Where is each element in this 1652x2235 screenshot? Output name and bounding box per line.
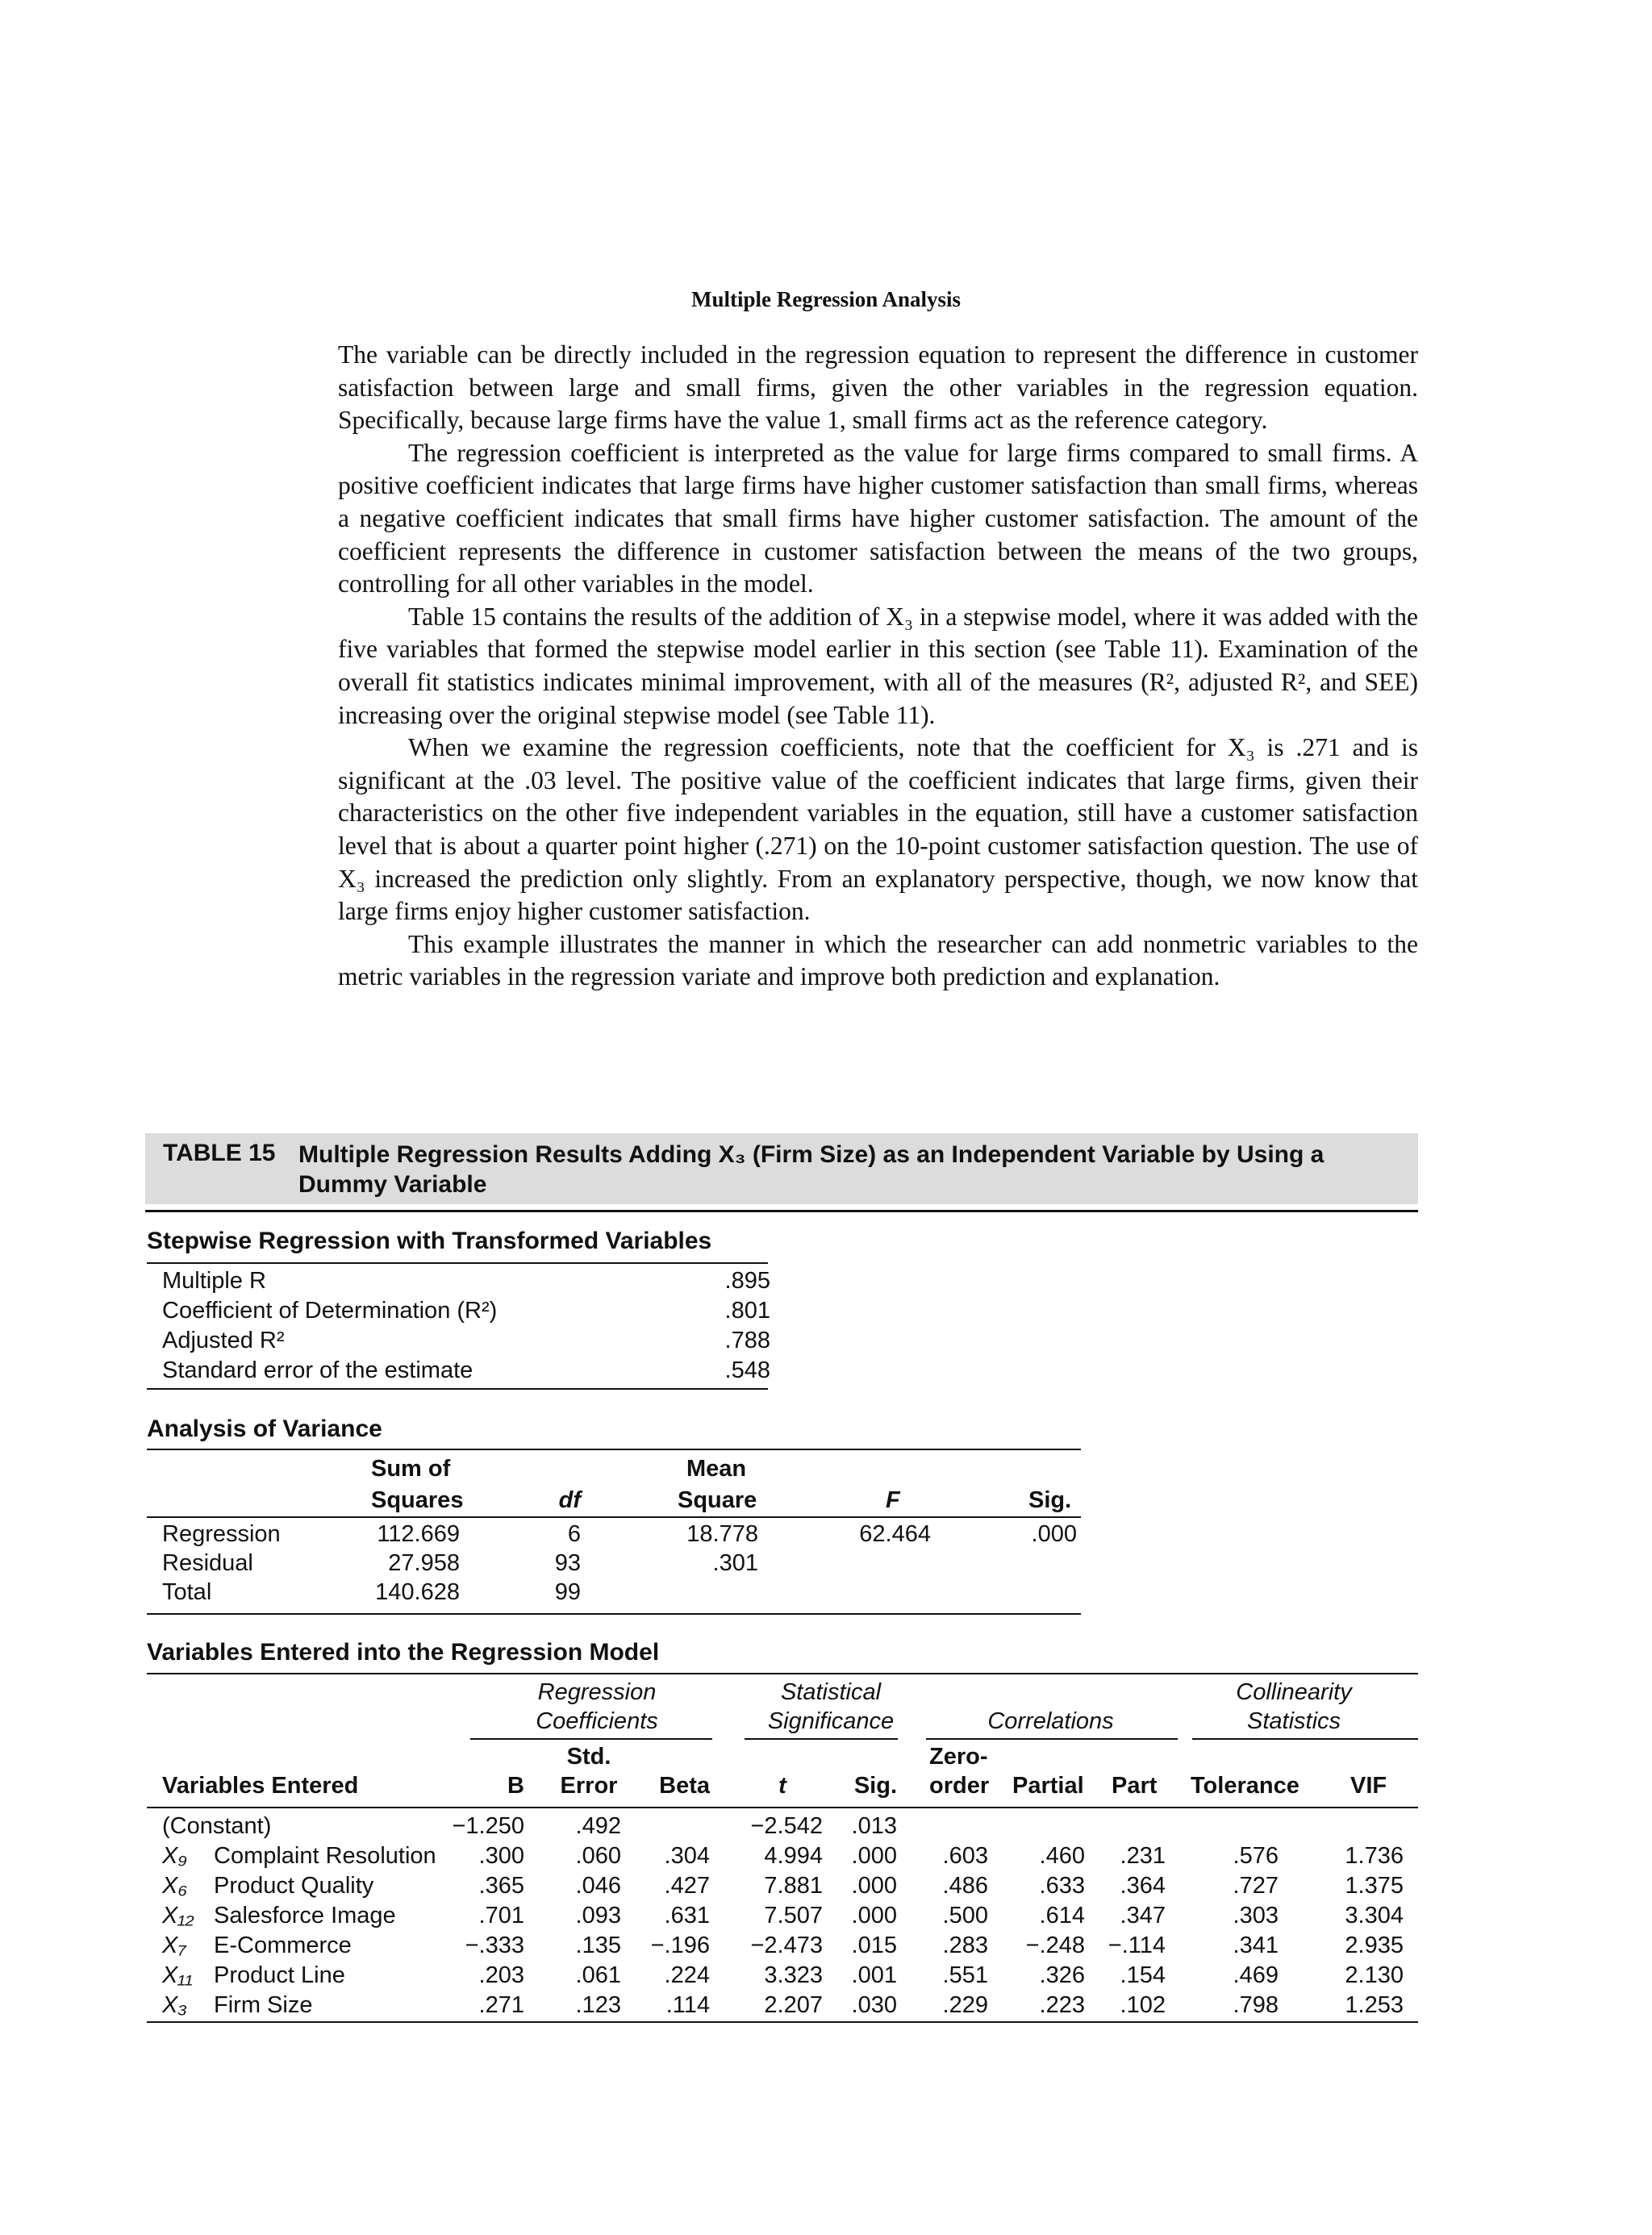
- stepwise-row-value: .895: [724, 1268, 770, 1294]
- variable-t: 7.507: [764, 1903, 823, 1929]
- anova-row-label: Total: [162, 1579, 212, 1605]
- anova-row-ss: 112.669: [377, 1521, 460, 1547]
- variables-header-rule: [147, 1807, 1418, 1808]
- variable-b: .300: [478, 1843, 524, 1869]
- col-header-zero-bottom: order: [929, 1773, 990, 1799]
- variable-b: −1.250: [452, 1813, 524, 1839]
- anova-row-f: 62.464: [859, 1521, 931, 1547]
- anova-header-ms-top: Mean: [686, 1456, 747, 1482]
- variable-vif: 1.253: [1345, 1992, 1404, 2018]
- col-header-t: t: [778, 1773, 786, 1799]
- body-text: [338, 339, 1418, 994]
- variable-beta: .427: [664, 1873, 710, 1899]
- col-header-se-top: Std.: [566, 1744, 611, 1770]
- variable-code: X₆: [162, 1873, 188, 1899]
- variable-name: Product Quality: [214, 1873, 374, 1899]
- paragraph-5: This example illustrates the manner in which the researcher can add nonmetric variables to the metric variables in the regression variate and improve both prediction and explanation.: [338, 929, 1418, 991]
- variable-partial: .460: [1039, 1843, 1085, 1869]
- anova-row-df: 99: [554, 1579, 581, 1605]
- variable-part: .347: [1120, 1903, 1166, 1929]
- variable-zo: .486: [942, 1873, 988, 1899]
- variable-beta: .304: [664, 1843, 710, 1869]
- stepwise-row-value: .548: [724, 1357, 770, 1383]
- col-header-tolerance: Tolerance: [1191, 1773, 1299, 1799]
- variable-code: X₉: [162, 1843, 187, 1869]
- variable-tol: .576: [1233, 1843, 1279, 1869]
- variable-vif: 2.130: [1345, 1962, 1404, 1988]
- anova-row-df: 6: [567, 1521, 581, 1547]
- anova-row-ss: 140.628: [375, 1579, 460, 1605]
- col-header-variables: Variables Entered: [162, 1773, 359, 1799]
- anova-row-ms: 18.778: [686, 1521, 758, 1547]
- variable-part: −.114: [1108, 1933, 1166, 1958]
- col-header-zero-top: Zero-: [929, 1744, 988, 1770]
- variable-sig: .000: [851, 1903, 897, 1929]
- running-head: Multiple Regression Analysis: [690, 287, 962, 311]
- variable-t: 2.207: [764, 1992, 823, 2018]
- variable-zo: .283: [942, 1933, 988, 1958]
- variable-partial: −.248: [1025, 1933, 1085, 1958]
- variable-partial: .633: [1039, 1873, 1085, 1899]
- stepwise-top-rule: [147, 1262, 768, 1264]
- col-header-part: Part: [1112, 1773, 1158, 1799]
- variable-name: Complaint Resolution: [214, 1843, 436, 1869]
- variable-tol: .727: [1233, 1873, 1279, 1899]
- variable-zo: .229: [942, 1992, 988, 2018]
- table-label: TABLE 15: [163, 1140, 276, 1166]
- variable-beta: .114: [665, 1992, 710, 2018]
- variable-sig: .030: [851, 1992, 897, 2018]
- variable-se: .093: [575, 1903, 621, 1929]
- stepwise-row-value: .801: [724, 1298, 770, 1324]
- group-header-statistical: Statistical: [780, 1679, 882, 1705]
- variable-t: −2.542: [750, 1813, 823, 1839]
- anova-header-f: F: [886, 1487, 900, 1513]
- variable-name: Product Line: [214, 1962, 345, 1988]
- variable-zo: .603: [942, 1843, 988, 1869]
- variable-se: .123: [575, 1992, 621, 2018]
- variable-b: .701: [478, 1903, 524, 1929]
- paragraph-2: The regression coefficient is interpreted as the value for large firms compared to small firms. A positive coefficient indicates that large firms have higher customer satisfaction than small firms, whereas a negative coefficient indicates that small firms have higher customer satisfaction. The amount of the coefficient represents the difference in customer satisfaction between the means of the two groups, controlling for all other variables in the model.: [338, 438, 1418, 598]
- group-rule-correlations: [926, 1738, 1178, 1740]
- anova-header-sig: Sig.: [1028, 1487, 1072, 1513]
- variable-part: .364: [1120, 1873, 1166, 1899]
- group-header-collinearity: Collinearity: [1236, 1679, 1352, 1705]
- variable-sig: .000: [851, 1873, 897, 1899]
- variable-vif: 3.304: [1345, 1903, 1404, 1929]
- anova-row-df: 93: [554, 1550, 581, 1576]
- col-header-vif: VIF: [1350, 1773, 1387, 1799]
- variable-partial: .326: [1039, 1962, 1085, 1988]
- variable-sig: .015: [851, 1933, 897, 1958]
- variable-b: .203: [478, 1962, 524, 1988]
- variable-name: Salesforce Image: [214, 1903, 396, 1929]
- col-header-partial: Partial: [1012, 1773, 1084, 1799]
- anova-row-ms: .301: [712, 1550, 758, 1576]
- anova-title: Analysis of Variance: [147, 1416, 382, 1442]
- variable-beta: .631: [664, 1903, 710, 1929]
- variable-name: (Constant): [162, 1813, 272, 1839]
- anova-row-label: Residual: [162, 1550, 253, 1576]
- variable-tol: .798: [1233, 1992, 1279, 2018]
- variable-partial: .223: [1039, 1992, 1085, 2018]
- variables-top-rule: [147, 1673, 1418, 1674]
- variable-se: .135: [575, 1933, 621, 1958]
- stepwise-bottom-rule: [147, 1388, 768, 1390]
- anova-header-ss-bottom: Squares: [371, 1487, 464, 1513]
- variable-se: .060: [575, 1843, 621, 1869]
- paragraph-3: Table 15 contains the results of the addition of X₃ in a stepwise model, where it was added with the five variables that formed the stepwise model earlier in this section (see Table 11). Examination of the overall fit statistics indicates minimal improvement, with all of the measures (R², adjusted R², and SEE) increasing over the original stepwise model (see Table 11).: [338, 602, 1418, 729]
- group-header-coefficients: Coefficients: [536, 1708, 658, 1734]
- table-title: Multiple Regression Results Adding X₃ (Firm Size) as an Independent Variable by Using a Dummy Variable: [298, 1141, 1325, 1198]
- col-header-se-bottom: Error: [560, 1773, 618, 1799]
- col-header-beta: Beta: [659, 1773, 710, 1799]
- variable-sig: .001: [851, 1962, 897, 1988]
- variable-beta: .224: [664, 1962, 710, 1988]
- variable-sig: .000: [851, 1843, 897, 1869]
- variable-partial: .614: [1039, 1903, 1085, 1929]
- variable-se: .492: [575, 1813, 621, 1839]
- col-header-sig: Sig.: [853, 1773, 897, 1799]
- stepwise-row-value: .788: [724, 1328, 770, 1353]
- anova-header-df: df: [558, 1487, 581, 1513]
- anova-header-rule: [147, 1516, 1081, 1518]
- variable-code: X₁₁: [162, 1962, 193, 1988]
- variables-bottom-rule: [147, 2021, 1418, 2023]
- group-rule-significance: [745, 1738, 898, 1740]
- variable-code: X₁₂: [162, 1903, 194, 1929]
- variable-part: .102: [1120, 1992, 1166, 2018]
- anova-header-ss-top: Sum of: [371, 1456, 451, 1482]
- variable-code: X₇: [162, 1933, 186, 1958]
- variable-tol: .341: [1233, 1933, 1279, 1958]
- variable-se: .046: [575, 1873, 621, 1899]
- variable-name: Firm Size: [214, 1992, 313, 2018]
- variable-tol: .469: [1233, 1962, 1279, 1988]
- table-caption: [145, 1133, 1418, 1204]
- variable-t: 4.994: [764, 1843, 823, 1869]
- variables-title: Variables Entered into the Regression Model: [147, 1639, 660, 1666]
- variable-se: .061: [575, 1962, 621, 1988]
- variable-zo: .551: [942, 1962, 988, 1988]
- anova-row-ss: 27.958: [388, 1550, 460, 1576]
- variable-t: −2.473: [750, 1933, 823, 1958]
- group-header-significance: Significance: [767, 1708, 895, 1734]
- group-rule-collinearity: [1192, 1738, 1418, 1740]
- group-header-regression: Regression: [537, 1679, 657, 1705]
- variable-vif: 2.935: [1345, 1933, 1404, 1958]
- variable-b: .271: [478, 1992, 524, 2018]
- variable-vif: 1.736: [1345, 1843, 1404, 1869]
- variable-t: 3.323: [764, 1962, 823, 1988]
- stepwise-title: Stepwise Regression with Transformed Variables: [147, 1228, 712, 1254]
- stepwise-row-label: Adjusted R²: [162, 1328, 285, 1353]
- col-header-b: B: [507, 1773, 524, 1799]
- variable-part: .231: [1120, 1843, 1166, 1869]
- variable-zo: .500: [942, 1903, 988, 1929]
- variable-sig: .013: [851, 1813, 897, 1839]
- anova-row-sig: .000: [1031, 1521, 1077, 1547]
- stepwise-row-label: Standard error of the estimate: [162, 1357, 473, 1383]
- stepwise-row-label: Multiple R: [162, 1268, 266, 1294]
- variable-b: .365: [478, 1873, 524, 1899]
- variable-t: 7.881: [764, 1873, 823, 1899]
- anova-header-ms-bottom: Square: [678, 1487, 757, 1513]
- stepwise-row-label: Coefficient of Determination (R²): [162, 1298, 498, 1324]
- variable-b: −.333: [465, 1933, 524, 1958]
- variable-name: E-Commerce: [214, 1933, 352, 1958]
- caption-rule: [145, 1210, 1418, 1212]
- paragraph-4: When we examine the regression coefficients, note that the coefficient for X₃ is .271 and is significant at the .03 level. The positive value of the coefficient indicates that large firms, given their characteristics on the other five independent variables in the equation, still have a customer satisfaction level that is about a quarter point higher (.271) on the 10-point customer satisfaction question. The use of X₃ increased the prediction only slightly. From an explanatory perspective, though, we now know that large firms enjoy higher customer satisfaction.: [338, 733, 1418, 926]
- paragraph-1: The variable can be directly included in the regression equation to represent the difference in customer satisfaction between large and small firms, given the other variables in the regression equation. Specifically, because large firms have the value 1, small firms act as the reference category.: [338, 340, 1418, 435]
- variable-code: X₃: [162, 1992, 187, 2018]
- variable-part: .154: [1120, 1962, 1166, 1988]
- variable-tol: .303: [1233, 1903, 1279, 1929]
- variable-vif: 1.375: [1345, 1873, 1404, 1899]
- group-header-statistics: Statistics: [1246, 1708, 1341, 1734]
- variable-beta: −.196: [650, 1933, 710, 1958]
- anova-top-rule: [147, 1449, 1081, 1450]
- group-header-correlations: Correlations: [987, 1708, 1114, 1734]
- group-rule-regression: [470, 1738, 712, 1740]
- anova-bottom-rule: [147, 1613, 1081, 1615]
- anova-row-label: Regression: [162, 1521, 281, 1547]
